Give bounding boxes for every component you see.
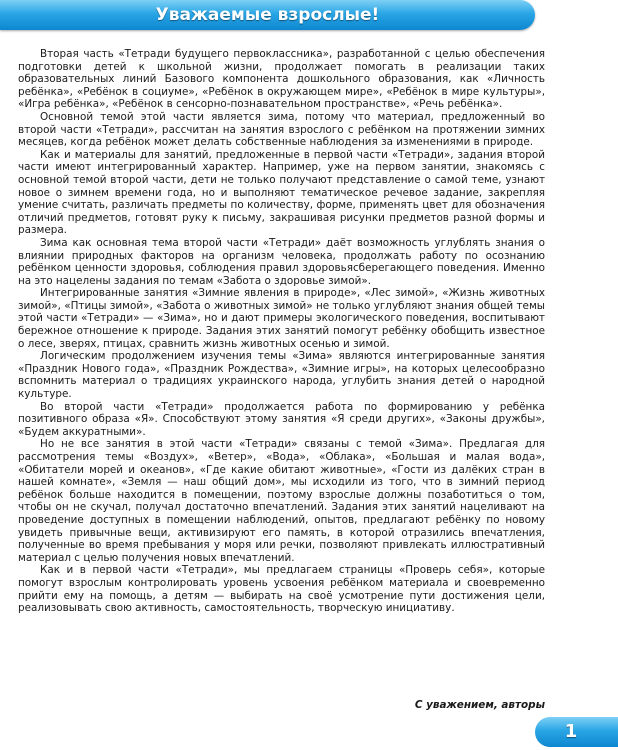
paragraph: Вторая часть «Тетради будущего первоклассника», разработанной с целью обеспечения подготовки детей к школьной жизни, продолжает помогать в реализации таких образовательных линий Базового компонента дошкольного образования, как «Личность ребёнка», «Ребёнок в социуме», «Ребёнок в окружающем мире», «Ребёнок в мире культуры», «Игра ребёнка», «Ребёнок в сенсорно-познавательном пространстве», «Речь ребёнка». — [18, 48, 545, 111]
paragraph: Как и материалы для занятий, предложенные в первой части «Тетради», задания второй части имеют интегрированный характер. Например, уже на первом занятии, знакомясь с основной темой второй части, дети не только получают представление о самой теме, узнают новое о зимнем времени года, но и выполняют тематическое речевое задание, закрепляя умение считать, различать предметы по количеству, форме, применять цвет для обозначения отличий предметов, готовят руку к письму, закрашивая рисунки предметов разной формы и размера. — [18, 148, 545, 237]
paragraph: Интегрированные занятия «Зимние явления в природе», «Лес зимой», «Жизнь животных зимой», «Птицы зимой», «Забота о животных зимой» не только углубляют знания общей темы этой части «Тетради» — «Зима», но и дают примеры экологического поведения, воспитывают бережное отношение к природе. Задания этих занятий помогут ребёнку обобщить известное о лесе, зверях, птицах, сравнить жизнь животных осенью и зимой. — [18, 287, 545, 350]
paragraph: Как и в первой части «Тетради», мы предлагаем страницы «Проверь себя», которые помогут взрослым контролировать уровень усвоения ребёнком материала и своевременно прийти ему на помощь, а детям — выбирать на своё усмотрение пути достижения цели, реализовывать свою активность, самостоятельность, творческую инициативу. — [18, 564, 545, 615]
paragraph: Логическим продолжением изучения темы «Зима» являются интегрированные занятия «Праздник Нового года», «Праздник Рождества», «Зимние игры», на которых целесообразно вспомнить материал о традициях украинского народа, углубить знания детей о народной культуре. — [18, 350, 545, 401]
body-text — [18, 48, 545, 615]
page-number: 1 — [564, 721, 578, 742]
signature: С уважением, авторы — [414, 699, 545, 711]
page-title: Уважаемые взрослые! — [155, 5, 380, 25]
paragraph: Но не все занятия в этой части «Тетради» связаны с темой «Зима». Предлагая для рассмотрения темы «Воздух», «Ветер», «Вода», «Облака», «Большая и малая вода», «Обитатели морей и океанов», «Где какие обитают животные», «Гости из далёких стран в нашей комнате», «Земля — наш общий дом», мы исходили из того, что в зимний период ребёнок больше находится в помещении, поэтому взрослые должны позаботиться о том, чтобы он не скучал, получал достаточно впечатлений. Задания этих занятий нацеливают на проведение доступных в помещении наблюдений, опытов, предлагают ребёнку по новому увидеть привычные вещи, активизируют его память, в которой отразились впечатления, полученные во время пребывания у моря или речки, позволяют привлекать иллюстративный материал с целью получения новых впечатлений. — [18, 438, 545, 564]
paragraph: Зима как основная тема второй части «Тетради» даёт возможность углублять знания о влиянии природных факторов на организм человека, продолжать работу по осознанию ребёнком ценности здоровья, соблюдения правил здоровьясберегающего поведения. Именно на это нацелены задания по темам «Забота о здоровье зимой». — [18, 236, 545, 287]
paragraph: Во второй части «Тетради» продолжается работа по формированию у ребёнка позитивного образа «Я». Способствуют этому занятия «Я среди других», «Законы дружбы», «Будем аккуратными». — [18, 400, 545, 438]
paragraph: Основной темой этой части является зима, потому что материал, предложенный во второй части «Тетради», рассчитан на занятия взрослого с ребёнком на протяжении зимних месяцев, когда ребёнок может делать собственные наблюдения за изменениями в природе. — [18, 110, 545, 149]
